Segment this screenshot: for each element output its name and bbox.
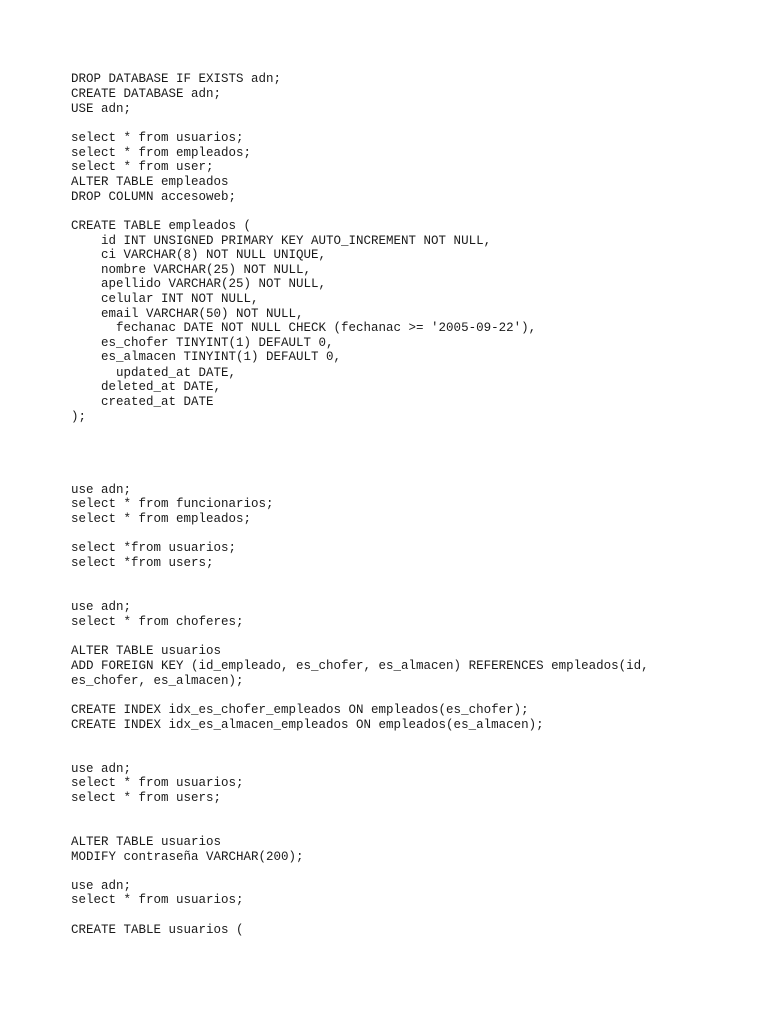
code-line: ADD FOREIGN KEY (id_empleado, es_chofer, es_almacen) REFERENCES empleados(id,	[71, 659, 649, 673]
code-line: ALTER TABLE usuarios	[71, 644, 222, 658]
code-line: DROP DATABASE IF EXISTS adn;	[71, 72, 282, 86]
code-line: select * from usuarios;	[71, 131, 244, 145]
code-line: use adn;	[71, 879, 132, 893]
code-line: select * from user;	[71, 160, 214, 174]
code-line: celular INT NOT NULL,	[71, 292, 259, 306]
code-line: CREATE TABLE usuarios (	[71, 923, 244, 937]
code-line: select *from users;	[71, 556, 214, 570]
code-line: select * from funcionarios;	[71, 497, 274, 511]
code-line: ALTER TABLE usuarios	[71, 835, 222, 849]
code-line: es_chofer TINYINT(1) DEFAULT 0,	[71, 336, 334, 350]
code-line: USE adn;	[71, 102, 132, 116]
code-line: select * from empleados;	[71, 512, 252, 526]
code-line: es_chofer, es_almacen);	[71, 674, 244, 688]
code-line: CREATE DATABASE adn;	[71, 87, 222, 101]
code-line: CREATE INDEX idx_es_almacen_empleados ON empleados(es_almacen);	[71, 718, 544, 732]
code-line: email VARCHAR(50) NOT NULL,	[71, 307, 304, 321]
code-line: fechanac DATE NOT NULL CHECK (fechanac >= '2005-09-22'),	[71, 321, 537, 335]
code-line: select * from usuarios;	[71, 893, 244, 907]
code-line: CREATE INDEX idx_es_chofer_empleados ON empleados(es_chofer);	[71, 703, 529, 717]
code-line: select * from usuarios;	[71, 776, 244, 790]
code-line: apellido VARCHAR(25) NOT NULL,	[71, 277, 327, 291]
code-line: DROP COLUMN accesoweb;	[71, 190, 237, 204]
code-line: updated_at DATE,	[71, 366, 237, 380]
code-line: CREATE TABLE empleados (	[71, 219, 252, 233]
code-line: select * from users;	[71, 791, 222, 805]
code-line: deleted_at DATE,	[71, 380, 222, 394]
code-line: id INT UNSIGNED PRIMARY KEY AUTO_INCREMENT NOT NULL,	[71, 234, 492, 248]
code-line: select * from choferes;	[71, 615, 244, 629]
code-line: nombre VARCHAR(25) NOT NULL,	[71, 263, 312, 277]
code-line: );	[71, 410, 87, 424]
code-line: select * from empleados;	[71, 146, 252, 160]
code-line: created_at DATE	[71, 395, 214, 409]
code-line: select *from usuarios;	[71, 541, 237, 555]
code-line: es_almacen TINYINT(1) DEFAULT 0,	[71, 350, 342, 364]
code-line: ALTER TABLE empleados	[71, 175, 229, 189]
code-line: use adn;	[71, 600, 132, 614]
code-line: MODIFY contraseña VARCHAR(200);	[71, 850, 304, 864]
code-line: use adn;	[71, 762, 132, 776]
code-line: ci VARCHAR(8) NOT NULL UNIQUE,	[71, 248, 327, 262]
code-line: use adn;	[71, 483, 132, 497]
